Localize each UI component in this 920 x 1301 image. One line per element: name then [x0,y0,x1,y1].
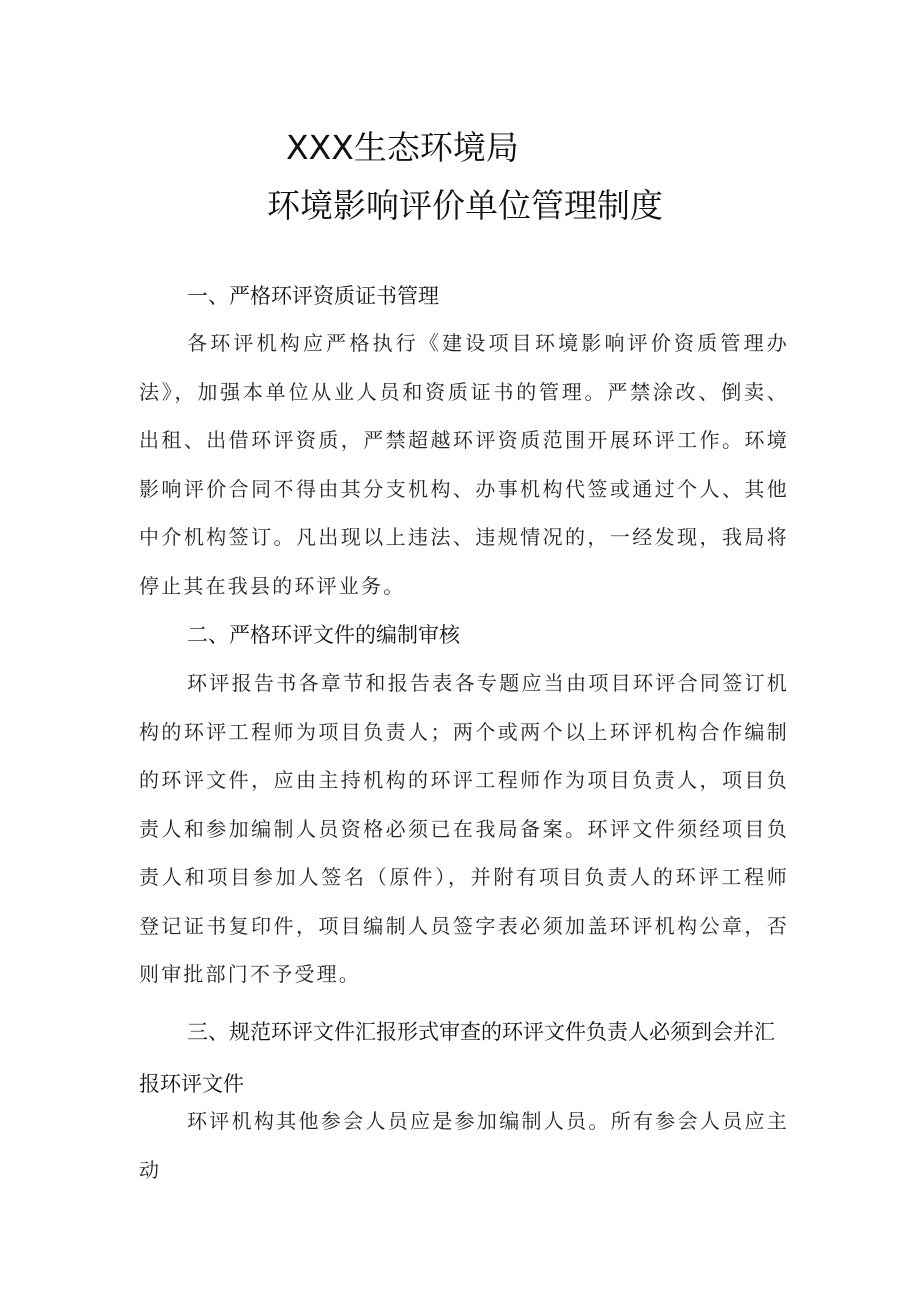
document-title-line1: XXX生态环境局 [286,128,519,167]
section-3-heading: 三、规范环评文件汇报形式审查的环评文件负责人必须到会并汇报环评文件 [139,1020,775,1096]
section-1-body: 各环评机构应严格执行《建设项目环境影响评价资质管理办法》，加强本单位从业人员和资质证书的管理。严禁涂改、倒卖、出租、出借环评资质，严禁超越环评资质范围开展环评工作。环境影响评价合同不得由其分支机构、办事机构代签或通过个人、其他中介机构签订。凡出现以上违法、违规情况的，一经发现，我局将停止其在我县的环评业务。 [139,331,789,598]
document-title-line2: 环境影响评价单位管理制度 [267,186,663,225]
section-1-heading: 一、严格环评资质证书管理 [187,284,439,308]
section-2-body: 环评报告书各章节和报告表各专题应当由项目环评合同签订机构的环评工程师为项目负责人；两个或两个以上环评机构合作编制的环评文件，应由主持机构的环评工程师作为项目负责人，项目负责人和参加编制人员资格必须已在我局备案。环评文件须经项目负责人和项目参加人签名（原件），并附有项目负责人的环评工程师登记证书复印件，项目编制人员签字表必须加盖环评机构公章，否则审批部门不予受理。 [139,671,789,986]
section-3-body: 环评机构其他参会人员应是参加编制人员。所有参会人员应主动 [139,1109,789,1182]
section-2-heading: 二、严格环评文件的编制审核 [187,623,460,647]
